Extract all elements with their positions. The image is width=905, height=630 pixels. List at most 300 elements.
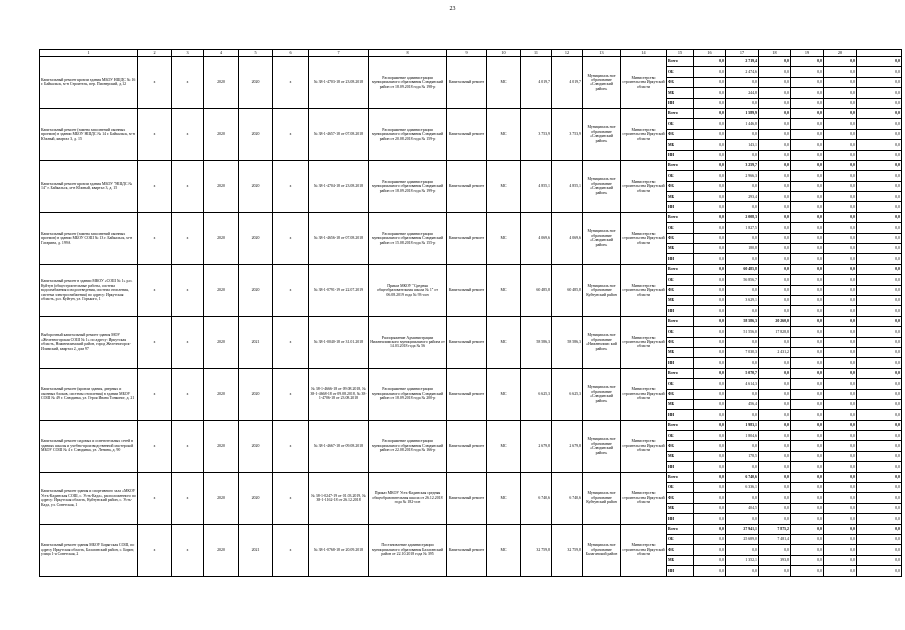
funding-value-cell: 0,0 bbox=[824, 379, 857, 389]
remaining-cost-cell: 60 485,8 bbox=[552, 264, 583, 316]
column-number-cell: 9 bbox=[447, 50, 487, 57]
funding-value-cell: 0,0 bbox=[857, 347, 902, 357]
decision-document-cell: Распоряжение администрации муниципального образования Слюдянский район от 18.09.2018 года № 198-р bbox=[369, 57, 447, 109]
remaining-cost-cell: 6 740,6 bbox=[552, 472, 583, 524]
funding-value-cell: 0,0 bbox=[759, 493, 791, 503]
funding-value-cell: 0,0 bbox=[791, 327, 824, 337]
expertise-cell: № 38-1-0768-18 от 20.09.2018 bbox=[309, 524, 369, 576]
funding-source-cell: Всего bbox=[667, 212, 694, 222]
column-number-cell: 18 bbox=[759, 50, 791, 57]
funding-value-cell: 0,0 bbox=[694, 389, 726, 399]
col6-cell: x bbox=[273, 57, 309, 109]
funding-value-cell: 0,0 bbox=[857, 275, 902, 285]
estimated-cost-cell: 32 759,8 bbox=[521, 524, 552, 576]
funding-value-cell: 0,0 bbox=[694, 503, 726, 513]
funding-value-cell: 0,0 bbox=[824, 244, 857, 254]
object-name-cell: Капитальный ремонт (кровли здания, дверных и оконных блоков, системы отопления) в здании МБОУ СОШ № 49 г. Слюдянка, ул. Героя Ивана Тонконог, д. 21 bbox=[40, 368, 138, 420]
funding-value-cell: 0,0 bbox=[694, 306, 726, 316]
funding-value-cell: 56 856,7 bbox=[726, 275, 759, 285]
start-year-cell: 2020 bbox=[204, 212, 239, 264]
funding-value-cell: 0,0 bbox=[791, 534, 824, 544]
funding-value-cell: 0,0 bbox=[824, 451, 857, 461]
funding-value-cell: 0,0 bbox=[694, 462, 726, 472]
funding-value-cell: 0,0 bbox=[857, 399, 902, 409]
funding-value-cell: 0,0 bbox=[824, 462, 857, 472]
funding-value-cell: 25 689,0 bbox=[726, 534, 759, 544]
funding-source-cell: ИИ bbox=[667, 150, 694, 160]
funding-value-cell: 0,0 bbox=[791, 202, 824, 212]
funding-value-cell: 0,0 bbox=[824, 555, 857, 565]
funding-value-cell: 0,0 bbox=[759, 545, 791, 555]
funding-value-cell: 0,0 bbox=[694, 285, 726, 295]
column-number-cell: 16 bbox=[694, 50, 726, 57]
work-type-cell: Капитальный ремонт bbox=[447, 368, 487, 420]
funding-value-cell: 0,0 bbox=[857, 295, 902, 305]
funding-source-cell: Всего bbox=[667, 264, 694, 274]
funding-value-cell: 1 446,8 bbox=[726, 119, 759, 129]
object-row bbox=[40, 316, 902, 326]
funding-value-cell: 0,0 bbox=[857, 462, 902, 472]
column-number-cell: 6 bbox=[273, 50, 309, 57]
funding-value-cell: 0,0 bbox=[857, 264, 902, 274]
decision-document-cell: Распоряжение администрации муниципального образования Слюдянский район от 22.08.2018 года № 166-р bbox=[369, 420, 447, 472]
funding-value-cell: 0,0 bbox=[857, 358, 902, 368]
object-name-cell: Капитальный ремонт здания и спортивного зала «МКОУ Усть-Кадинская СОШ, с. Усть-Када», расположенного по адресу: Иркутская область, Куйтунский район, с. Усть-Када, ул. Советская, 1 bbox=[40, 472, 138, 524]
funding-value-cell: 0,0 bbox=[759, 119, 791, 129]
funding-value-cell: 0,0 bbox=[759, 150, 791, 160]
funding-value-cell: 0,0 bbox=[726, 129, 759, 139]
funding-source-cell: ИИ bbox=[667, 306, 694, 316]
col3-cell: x bbox=[172, 316, 204, 368]
start-year-cell: 2020 bbox=[204, 368, 239, 420]
funding-value-cell: 0,0 bbox=[694, 566, 726, 576]
funding-value-cell: 0,0 bbox=[857, 254, 902, 264]
municipality-cell: Муниципаль ное образование «Нижнеилимс кий район» bbox=[583, 316, 621, 368]
funding-value-cell: 0,0 bbox=[759, 337, 791, 347]
funding-value-cell: 0,0 bbox=[759, 233, 791, 243]
funding-value-cell: 0,0 bbox=[694, 431, 726, 441]
col6-cell: x bbox=[273, 160, 309, 212]
remaining-cost-cell: 6 625,3 bbox=[552, 368, 583, 420]
funding-value-cell: 0,0 bbox=[694, 295, 726, 305]
funding-value-cell: 0,0 bbox=[857, 244, 902, 254]
funding-value-cell: 0,0 bbox=[694, 98, 726, 108]
funding-value-cell: 3 629,1 bbox=[726, 295, 759, 305]
funding-value-cell: 0,0 bbox=[726, 493, 759, 503]
funding-value-cell: 0,0 bbox=[791, 192, 824, 202]
funding-source-cell: МБ bbox=[667, 503, 694, 513]
funding-source-cell: Всего bbox=[667, 420, 694, 430]
work-type-cell: Капитальный ремонт bbox=[447, 212, 487, 264]
funding-value-cell: 1 804,6 bbox=[726, 431, 759, 441]
funding-source-cell: ФБ bbox=[667, 545, 694, 555]
funding-value-cell: 0,0 bbox=[694, 212, 726, 222]
funding-value-cell: 0,0 bbox=[726, 98, 759, 108]
funding-source-cell: ФБ bbox=[667, 389, 694, 399]
expertise-cell: № 38-1-4666-18 от 09.08.2018, № 38-1-4668-18 от 09.08.2018, № 38-1-4706-18 от 23.08.2018 bbox=[309, 368, 369, 420]
funding-value-cell: 0,0 bbox=[824, 483, 857, 493]
funding-value-cell: 0,0 bbox=[694, 524, 726, 534]
funding-value-cell: 3 259,7 bbox=[726, 160, 759, 170]
end-year-cell: 2020 bbox=[239, 368, 273, 420]
funding-value-cell: 0,0 bbox=[857, 555, 902, 565]
funding-value-cell: 2 008,3 bbox=[726, 212, 759, 222]
funding-value-cell: 0,0 bbox=[694, 57, 726, 67]
funding-value-cell: 60 485,8 bbox=[726, 264, 759, 274]
funding-value-cell: 0,0 bbox=[857, 140, 902, 150]
expertise-cell: № 38-1-0247-19 от 01.03.2019, № 38-1-1162-18 от 26.12.2018 bbox=[309, 472, 369, 524]
funding-value-cell: 0,0 bbox=[759, 98, 791, 108]
funding-value-cell: 6 336,1 bbox=[726, 483, 759, 493]
funding-value-cell: 0,0 bbox=[759, 181, 791, 191]
col3-cell: x bbox=[172, 108, 204, 160]
funding-value-cell: 0,0 bbox=[791, 389, 824, 399]
remaining-cost-cell: 2 679,8 bbox=[552, 420, 583, 472]
object-name-cell: Капитальный ремонт здания МБОУ Бирягская СОШ, по адресу Иркутская область, Балаганский район, с. Бирит, улица 1-я Советская, 2 bbox=[40, 524, 138, 576]
col2-cell: x bbox=[138, 212, 172, 264]
municipality-cell: Муниципаль ное образование Куйтунский район bbox=[583, 264, 621, 316]
funding-value-cell: 0,0 bbox=[694, 316, 726, 326]
funding-value-cell: 0,0 bbox=[857, 420, 902, 430]
funding-value-cell: 0,0 bbox=[694, 119, 726, 129]
funding-value-cell: 0,0 bbox=[694, 77, 726, 87]
funding-value-cell: 0,0 bbox=[694, 67, 726, 77]
column-number-cell: 5 bbox=[239, 50, 273, 57]
funding-value-cell: 0,0 bbox=[759, 192, 791, 202]
funding-value-cell: 0,0 bbox=[759, 451, 791, 461]
col3-cell: x bbox=[172, 368, 204, 420]
funding-value-cell: 456,4 bbox=[726, 399, 759, 409]
funding-source-cell: ФБ bbox=[667, 337, 694, 347]
funding-value-cell: 0,0 bbox=[759, 566, 791, 576]
decision-document-cell: Приказ МКОУ "Средняя общеобразовательная школа № 1" от 06.08.2019 года № 93-осн bbox=[369, 264, 447, 316]
funding-value-cell: 0,0 bbox=[791, 368, 824, 378]
funding-value-cell: 0,0 bbox=[791, 503, 824, 513]
funding-value-cell: 0,0 bbox=[791, 431, 824, 441]
funding-value-cell: 0,0 bbox=[759, 202, 791, 212]
funding-value-cell: 0,0 bbox=[857, 316, 902, 326]
col3-cell: x bbox=[172, 472, 204, 524]
funding-value-cell: 0,0 bbox=[759, 254, 791, 264]
investment-register-table bbox=[39, 49, 902, 577]
work-type-cell: Капитальный ремонт bbox=[447, 160, 487, 212]
funding-value-cell: 0,0 bbox=[694, 129, 726, 139]
funding-value-cell: 0,0 bbox=[857, 389, 902, 399]
start-year-cell: 2020 bbox=[204, 420, 239, 472]
funding-value-cell: 0,0 bbox=[824, 399, 857, 409]
end-year-cell: 2021 bbox=[239, 316, 273, 368]
funding-value-cell: 0,0 bbox=[791, 212, 824, 222]
start-year-cell: 2020 bbox=[204, 524, 239, 576]
object-row bbox=[40, 524, 902, 534]
funding-value-cell: 0,0 bbox=[791, 223, 824, 233]
funding-value-cell: 0,0 bbox=[694, 441, 726, 451]
start-year-cell: 2020 bbox=[204, 160, 239, 212]
funding-value-cell: 6 740,6 bbox=[726, 472, 759, 482]
funding-value-cell: 0,0 bbox=[857, 493, 902, 503]
funding-value-cell: 0,0 bbox=[759, 503, 791, 513]
decision-document-cell: Постановление администрации муниципального образования Балаганский район от 22.10.2018 года № 395 bbox=[369, 524, 447, 576]
funding-value-cell: 0,0 bbox=[694, 150, 726, 160]
funding-value-cell: 0,0 bbox=[824, 441, 857, 451]
funding-value-cell: 0,0 bbox=[824, 514, 857, 524]
funding-value-cell: 0,0 bbox=[726, 545, 759, 555]
column-number-cell: 8 bbox=[369, 50, 447, 57]
ministry-cell: Министерство строительства Иркутской области bbox=[621, 108, 667, 160]
object-name-cell: Капитальный ремонт кровли здания МБОУ НШДС № 16 г. Байкальск, м-н Строитель, пер. Пионерский, д.12 bbox=[40, 57, 138, 109]
start-year-cell: 2020 bbox=[204, 472, 239, 524]
funding-value-cell: 0,0 bbox=[694, 420, 726, 430]
funding-value-cell: 0,0 bbox=[726, 358, 759, 368]
funding-value-cell: 0,0 bbox=[824, 431, 857, 441]
end-year-cell: 2020 bbox=[239, 472, 273, 524]
funding-value-cell: 0,0 bbox=[694, 337, 726, 347]
funding-value-cell: 0,0 bbox=[694, 160, 726, 170]
end-year-cell: 2020 bbox=[239, 420, 273, 472]
funding-value-cell: 0,0 bbox=[857, 524, 902, 534]
funding-value-cell: 0,0 bbox=[824, 285, 857, 295]
funding-value-cell: 0,0 bbox=[791, 98, 824, 108]
funding-value-cell: 0,0 bbox=[759, 483, 791, 493]
funding-value-cell: 0,0 bbox=[791, 379, 824, 389]
ministry-cell: Министерство строительства Иркутской области bbox=[621, 212, 667, 264]
funding-value-cell: 17 828,8 bbox=[759, 327, 791, 337]
work-type-cell: Капитальный ремонт bbox=[447, 264, 487, 316]
funding-value-cell: 0,0 bbox=[694, 483, 726, 493]
funding-value-cell: 0,0 bbox=[824, 67, 857, 77]
ministry-cell: Министерство строительства Иркутской области bbox=[621, 316, 667, 368]
funding-value-cell: 0,0 bbox=[791, 254, 824, 264]
expertise-cell: № 38-1-0040-18 от 31.01.2018 bbox=[309, 316, 369, 368]
column-number-cell: 10 bbox=[487, 50, 521, 57]
funding-source-cell: Всего bbox=[667, 160, 694, 170]
funding-value-cell: 0,0 bbox=[824, 295, 857, 305]
funding-value-cell: 0,0 bbox=[857, 306, 902, 316]
funding-value-cell: 0,0 bbox=[791, 337, 824, 347]
funding-value-cell: 0,0 bbox=[759, 472, 791, 482]
column-number-cell: 7 bbox=[309, 50, 369, 57]
funding-value-cell: 0,0 bbox=[759, 264, 791, 274]
start-year-cell: 2020 bbox=[204, 264, 239, 316]
unit-cell: МС bbox=[487, 212, 521, 264]
funding-value-cell: 0,0 bbox=[694, 472, 726, 482]
funding-source-cell: ФБ bbox=[667, 181, 694, 191]
funding-value-cell: 0,0 bbox=[791, 514, 824, 524]
funding-value-cell: 0,0 bbox=[824, 534, 857, 544]
funding-value-cell: 0,0 bbox=[694, 493, 726, 503]
funding-source-cell: ФБ bbox=[667, 129, 694, 139]
funding-source-cell: ФБ bbox=[667, 233, 694, 243]
end-year-cell: 2021 bbox=[239, 524, 273, 576]
funding-value-cell: 0,0 bbox=[791, 555, 824, 565]
funding-value-cell: 0,0 bbox=[759, 358, 791, 368]
funding-value-cell: 0,0 bbox=[694, 181, 726, 191]
funding-value-cell: 0,0 bbox=[759, 108, 791, 118]
funding-value-cell: 0,0 bbox=[726, 150, 759, 160]
funding-value-cell: 2 966,3 bbox=[726, 171, 759, 181]
funding-value-cell: 2 719,4 bbox=[726, 57, 759, 67]
funding-source-cell: МБ bbox=[667, 244, 694, 254]
funding-source-cell: МБ bbox=[667, 451, 694, 461]
funding-value-cell: 0,0 bbox=[791, 410, 824, 420]
funding-value-cell: 244,8 bbox=[726, 88, 759, 98]
funding-source-cell: Всего bbox=[667, 368, 694, 378]
funding-value-cell: 0,0 bbox=[791, 233, 824, 243]
object-name-cell: Капитальный ремонт (замена заполнений оконных проемов) в здании МБОУ СОШ № 13 г. Байкальск, м-н Гагарина, д. 199А bbox=[40, 212, 138, 264]
funding-value-cell: 0,0 bbox=[857, 431, 902, 441]
funding-value-cell: 0,0 bbox=[857, 534, 902, 544]
object-row bbox=[40, 472, 902, 482]
expertise-cell: № 38-1-0791-19 от 22.07.2019 bbox=[309, 264, 369, 316]
work-type-cell: Капитальный ремонт bbox=[447, 57, 487, 109]
unit-cell: МС bbox=[487, 472, 521, 524]
unit-cell: МС bbox=[487, 316, 521, 368]
funding-value-cell: 143,1 bbox=[726, 140, 759, 150]
funding-value-cell: 0,0 bbox=[694, 254, 726, 264]
funding-source-cell: ОБ bbox=[667, 171, 694, 181]
column-number-cell: 1 bbox=[40, 50, 138, 57]
column-number-cell bbox=[857, 50, 902, 57]
funding-value-cell: 0,0 bbox=[694, 244, 726, 254]
funding-value-cell: 0,0 bbox=[759, 420, 791, 430]
funding-value-cell: 0,0 bbox=[857, 410, 902, 420]
funding-value-cell: 0,0 bbox=[791, 129, 824, 139]
funding-value-cell: 0,0 bbox=[791, 119, 824, 129]
funding-value-cell: 180,8 bbox=[726, 244, 759, 254]
unit-cell: МС bbox=[487, 264, 521, 316]
funding-value-cell: 0,0 bbox=[694, 410, 726, 420]
funding-value-cell: 0,0 bbox=[759, 368, 791, 378]
funding-value-cell: 0,0 bbox=[824, 108, 857, 118]
estimated-cost-cell: 4 019,7 bbox=[521, 57, 552, 109]
funding-value-cell: 0,0 bbox=[857, 483, 902, 493]
funding-value-cell: 0,0 bbox=[694, 399, 726, 409]
funding-value-cell: 0,0 bbox=[824, 202, 857, 212]
funding-value-cell: 0,0 bbox=[726, 441, 759, 451]
col2-cell: x bbox=[138, 264, 172, 316]
funding-value-cell: 0,0 bbox=[694, 202, 726, 212]
funding-value-cell: 0,0 bbox=[791, 264, 824, 274]
funding-value-cell: 0,0 bbox=[857, 57, 902, 67]
estimated-cost-cell: 60 485,8 bbox=[521, 264, 552, 316]
column-number-cell: 4 bbox=[204, 50, 239, 57]
funding-value-cell: 27 941,1 bbox=[726, 524, 759, 534]
expertise-cell: № 38-1-4703-18 от 23.08.2018 bbox=[309, 57, 369, 109]
ministry-cell: Министерство строительства Иркутской области bbox=[621, 160, 667, 212]
funding-value-cell: 0,0 bbox=[791, 358, 824, 368]
funding-source-cell: ИИ bbox=[667, 566, 694, 576]
decision-document-cell: Распоряжение администрации муниципального образования Слюдянский район от 18.09.2018 года № 199-р bbox=[369, 160, 447, 212]
funding-value-cell: 0,0 bbox=[824, 77, 857, 87]
col2-cell: x bbox=[138, 472, 172, 524]
funding-value-cell: 0,0 bbox=[694, 514, 726, 524]
funding-value-cell: 0,0 bbox=[726, 514, 759, 524]
funding-value-cell: 0,0 bbox=[824, 566, 857, 576]
decision-document-cell: Приказ МКОУ Усть-Кадинская средняя общеобразовательная школа от 26.12.2018 года № 182-осн bbox=[369, 472, 447, 524]
remaining-cost-cell: 3 753,9 bbox=[552, 108, 583, 160]
funding-value-cell: 0,0 bbox=[791, 483, 824, 493]
municipality-cell: Муниципаль ное образование «Слюдянский район» bbox=[583, 160, 621, 212]
funding-value-cell: 0,0 bbox=[791, 472, 824, 482]
funding-value-cell: 0,0 bbox=[824, 119, 857, 129]
funding-value-cell: 0,0 bbox=[857, 98, 902, 108]
object-name-cell: Капитальный ремонт (замена заполнений оконных проемов) в здании МБОУ НШДС № 14 г. Байкальск, м-н Южный, квартал 3, д. 15 bbox=[40, 108, 138, 160]
funding-source-cell: МБ bbox=[667, 140, 694, 150]
remaining-cost-cell: 32 759,8 bbox=[552, 524, 583, 576]
funding-value-cell: 0,0 bbox=[857, 379, 902, 389]
funding-value-cell: 0,0 bbox=[694, 192, 726, 202]
funding-value-cell: 0,0 bbox=[824, 98, 857, 108]
funding-value-cell: 0,0 bbox=[824, 472, 857, 482]
funding-value-cell: 0,0 bbox=[824, 223, 857, 233]
funding-value-cell: 0,0 bbox=[791, 108, 824, 118]
object-name-cell: Капитальный ремонт сидовых и осветительных сетей в зданиях школы и учебно-производственной мастерской МБОУ СОШ № 4 г. Слюдянка, ул. Ленина, д. 90 bbox=[40, 420, 138, 472]
remaining-cost-cell: 58 586,3 bbox=[552, 316, 583, 368]
unit-cell: МС bbox=[487, 57, 521, 109]
funding-value-cell: 0,0 bbox=[857, 223, 902, 233]
ministry-cell: Министерство строительства Иркутской области bbox=[621, 57, 667, 109]
funding-value-cell: 0,0 bbox=[824, 368, 857, 378]
municipality-cell: Муниципаль ное образование «Слюдянский район» bbox=[583, 57, 621, 109]
funding-value-cell: 58 586,3 bbox=[726, 316, 759, 326]
funding-value-cell: 0,0 bbox=[791, 285, 824, 295]
funding-source-cell: Всего bbox=[667, 57, 694, 67]
object-name-cell: Капитальный ремонт в здании МКОУ «СОШ № 1» р.п. Куйтун (общестроительные работы, система водоснабжения и водоотведения, система отопления, система электроснабжения) по адресу: Иркутская область, р.п. Куйтун, ул. Горького, 1 bbox=[40, 264, 138, 316]
col2-cell: x bbox=[138, 316, 172, 368]
decision-document-cell: Распоряжение Администрации Нижнеилимского муниципального района от 14.03.2018 года № 56 bbox=[369, 316, 447, 368]
work-type-cell: Капитальный ремонт bbox=[447, 472, 487, 524]
funding-value-cell: 0,0 bbox=[759, 88, 791, 98]
col2-cell: x bbox=[138, 108, 172, 160]
funding-value-cell: 0,0 bbox=[857, 233, 902, 243]
start-year-cell: 2020 bbox=[204, 57, 239, 109]
unit-cell: МС bbox=[487, 420, 521, 472]
expertise-cell: № 38-1-4656-18 от 07.08.2018 bbox=[309, 212, 369, 264]
funding-value-cell: 1 589,9 bbox=[726, 108, 759, 118]
funding-value-cell: 0,0 bbox=[791, 316, 824, 326]
funding-value-cell: 0,0 bbox=[791, 399, 824, 409]
funding-source-cell: ИИ bbox=[667, 202, 694, 212]
funding-value-cell: 0,0 bbox=[726, 410, 759, 420]
funding-value-cell: 0,0 bbox=[726, 181, 759, 191]
expertise-cell: № 38-1-4657-18 от 07.08.2018 bbox=[309, 108, 369, 160]
funding-value-cell: 0,0 bbox=[759, 399, 791, 409]
estimated-cost-cell: 2 679,8 bbox=[521, 420, 552, 472]
funding-value-cell: 0,0 bbox=[694, 275, 726, 285]
funding-value-cell: 0,0 bbox=[824, 150, 857, 160]
funding-value-cell: 0,0 bbox=[824, 57, 857, 67]
funding-value-cell: 51 556,0 bbox=[726, 327, 759, 337]
funding-value-cell: 0,0 bbox=[857, 108, 902, 118]
funding-value-cell: 0,0 bbox=[759, 295, 791, 305]
funding-source-cell: Всего bbox=[667, 108, 694, 118]
funding-value-cell: 0,0 bbox=[824, 524, 857, 534]
funding-value-cell: 0,0 bbox=[824, 171, 857, 181]
funding-value-cell: 0,0 bbox=[857, 285, 902, 295]
funding-value-cell: 0,0 bbox=[857, 441, 902, 451]
col3-cell: x bbox=[172, 57, 204, 109]
funding-value-cell: 0,0 bbox=[857, 77, 902, 87]
funding-value-cell: 0,0 bbox=[759, 285, 791, 295]
funding-value-cell: 0,0 bbox=[791, 57, 824, 67]
funding-value-cell: 0,0 bbox=[791, 181, 824, 191]
funding-value-cell: 0,0 bbox=[791, 275, 824, 285]
municipality-cell: Муниципаль ное образование «Слюдянский район» bbox=[583, 368, 621, 420]
estimated-cost-cell: 6 740,6 bbox=[521, 472, 552, 524]
funding-value-cell: 0,0 bbox=[694, 545, 726, 555]
funding-value-cell: 0,0 bbox=[759, 129, 791, 139]
municipality-cell: Муниципаль ное образование Куйтунский район bbox=[583, 472, 621, 524]
